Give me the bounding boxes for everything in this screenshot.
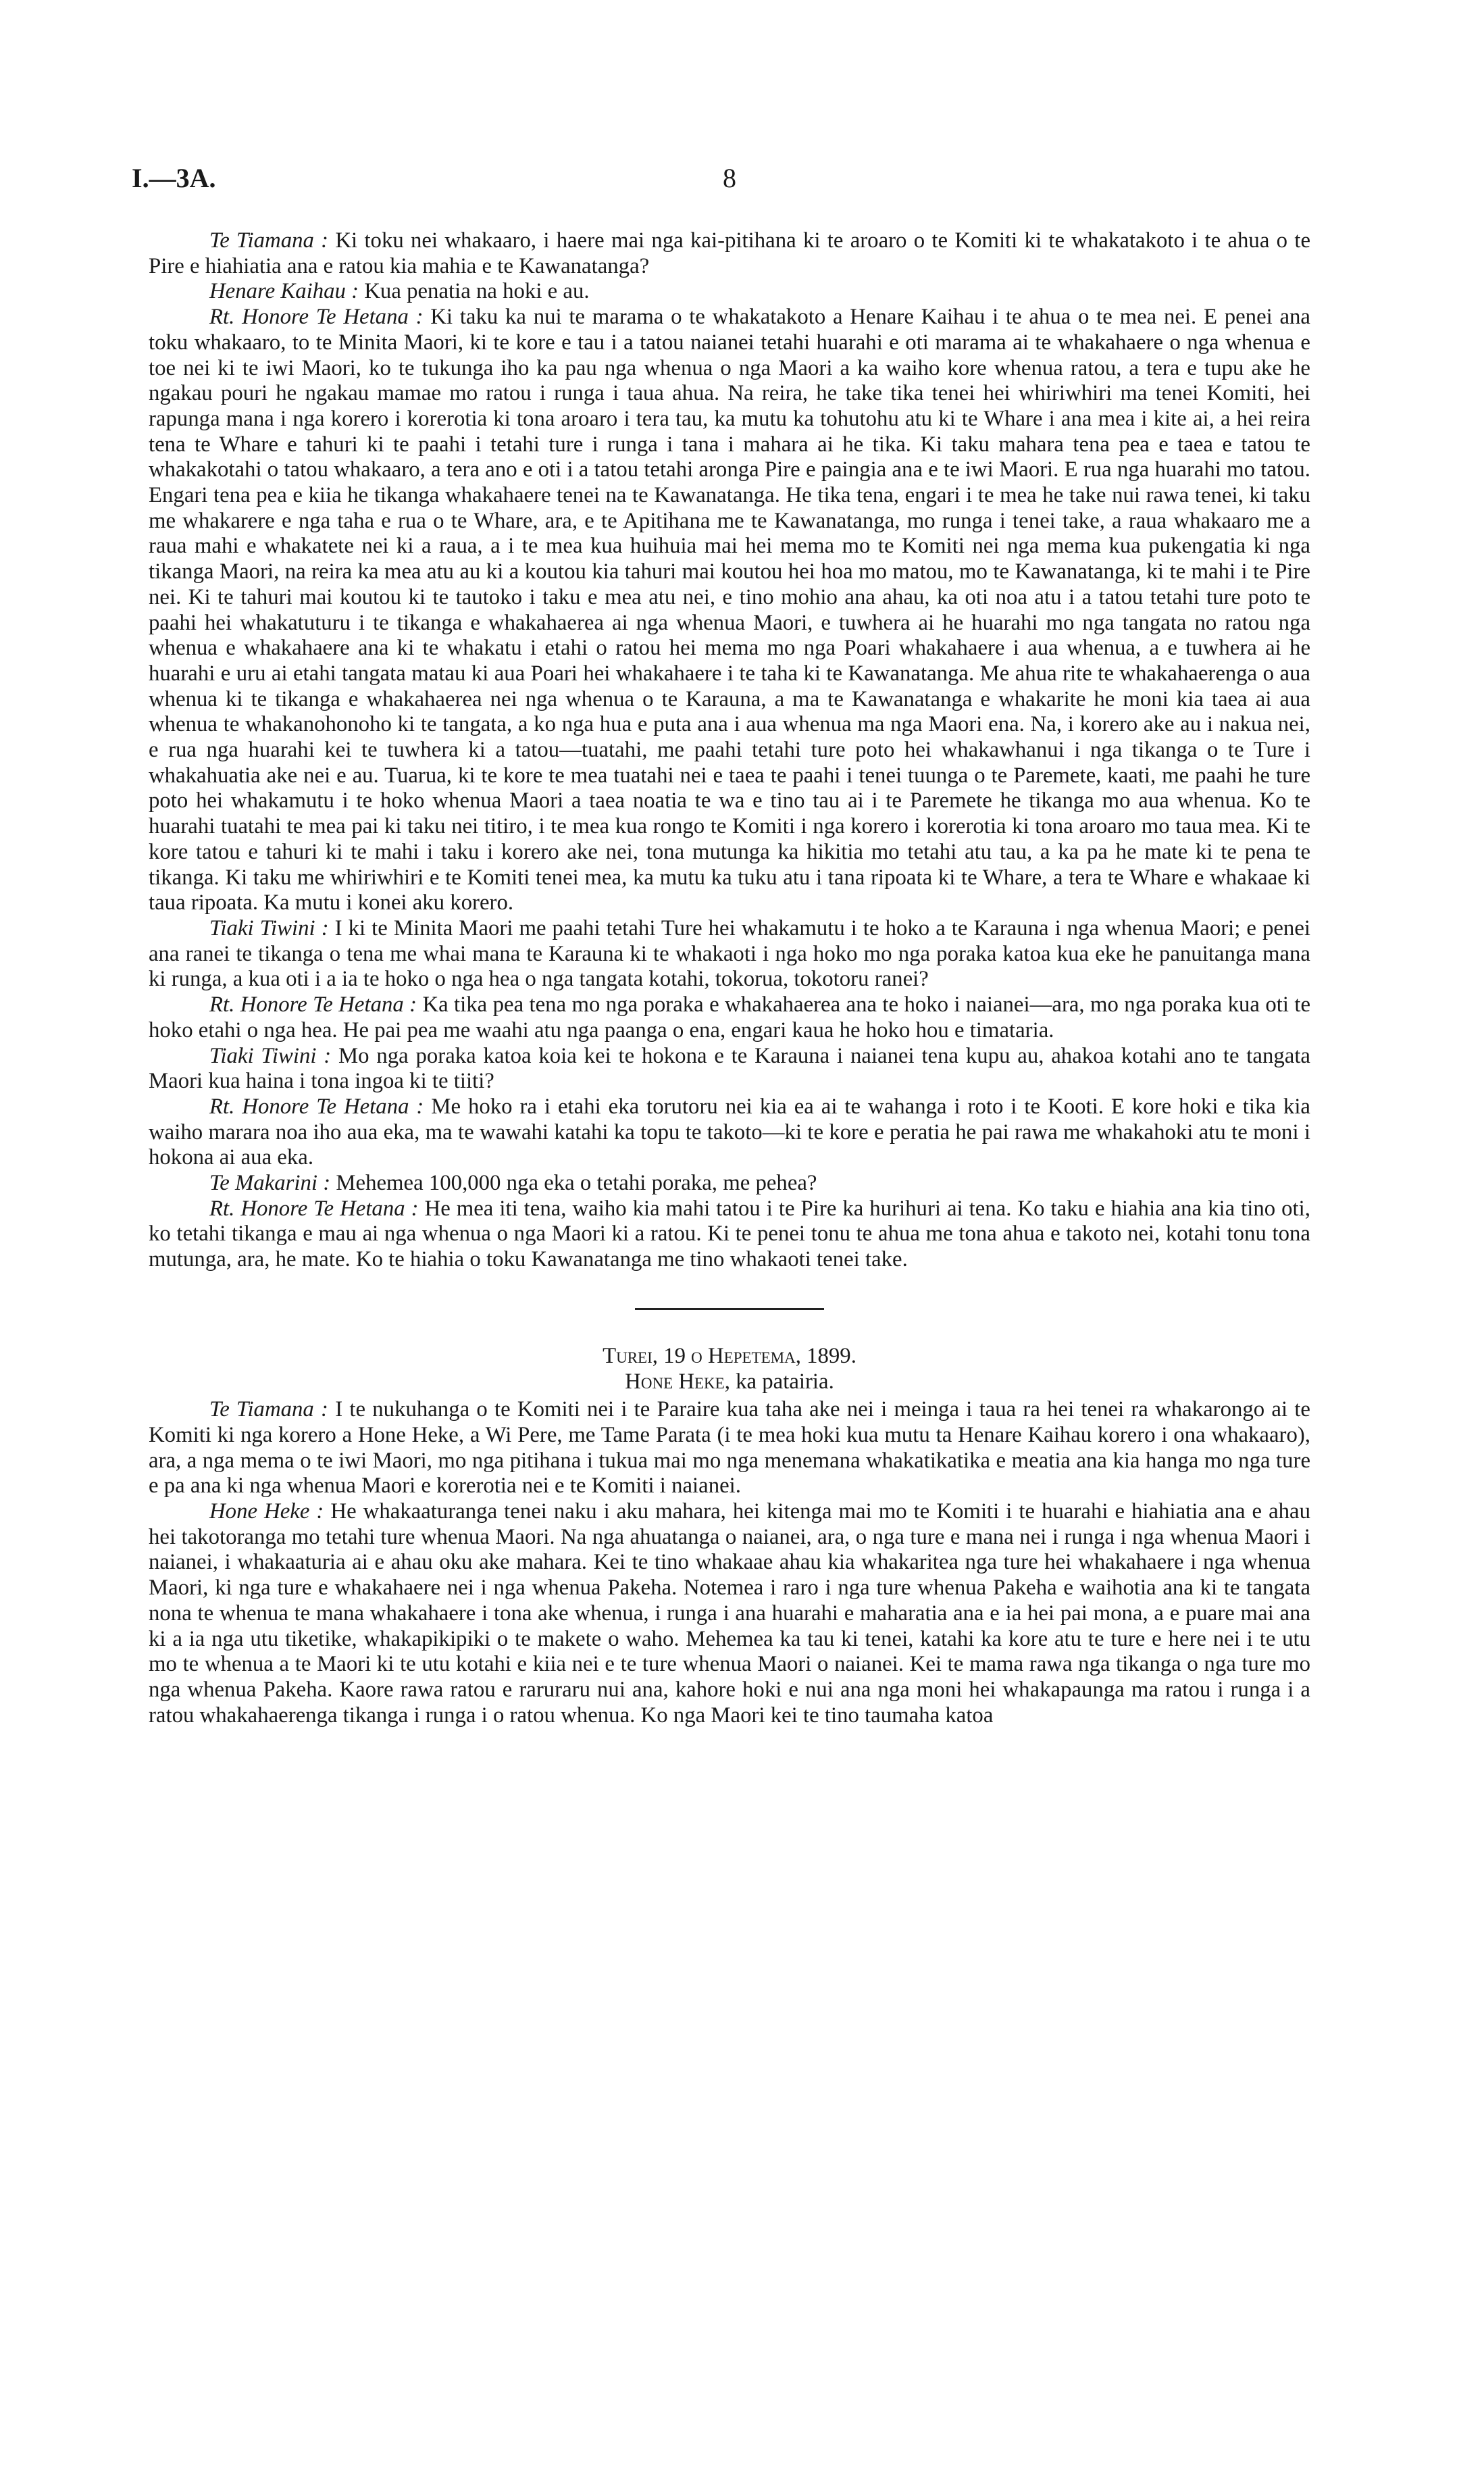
speaker-name: Te Tiamana : — [209, 228, 329, 253]
speaker-name: Hone Heke : — [209, 1499, 324, 1524]
section-divider — [635, 1308, 824, 1310]
paper-reference: I.—3A. — [132, 163, 216, 193]
paragraph — [149, 305, 1310, 916]
speaker-name: Rt. Honore Te Hetana : — [209, 305, 424, 330]
speaker-name: Henare Kaihau : — [209, 279, 359, 304]
speech-text: Mo nga poraka katoa koia kei te hokona e te Karauna i naianei tena kupu au, ahakoa kotahi ano te tangata Maori kua haina i tona ingoa ki te tiiti? — [149, 1043, 1310, 1094]
paragraph — [149, 228, 1310, 279]
speaker-name: Te Tiamana : — [209, 1397, 328, 1422]
paragraph — [149, 1094, 1310, 1171]
speaker-name: Rt. Honore Te Hetana : — [209, 1196, 419, 1221]
speaker-name: Rt. Honore Te Hetana : — [209, 1094, 424, 1119]
paragraph — [149, 1171, 1310, 1197]
document-body — [149, 228, 1310, 1728]
witness-name: Hone Heke — [625, 1369, 725, 1394]
minutes-part-one — [149, 228, 1310, 1273]
speech-text: I te nukuhanga o te Komiti nei i te Paraire kua taha ake nei i meinga i taua ra hei tenei ra whakarongo ai te Komiti ki nga korero a Hone Heke, a Wi Pere, me Tame Parata (i te mea hoki kua mutu ta Henare Kaihau korero i ona whakaaro), ara, a nga mema o te iwi Maori, mo nga pitihana i tukua mai mo nga menemana whakatikatika e meatia ana kia hanga mo nga ture e pa ana ki nga whenua Maori e korerotia nei e te Komiti i naianei. — [149, 1397, 1310, 1499]
speech-text: I ki te Minita Maori me paahi tetahi Ture hei whakamutu i te hoko a te Karauna i nga whenua Maori; e penei ana ranei te tikanga o tena me whai mana te Karauna ki te whakaoti i nga hoko mo nga poraka katoa kua eke he panuitanga mana ki runga, a kua oti i a ia te hoko o nga hea o nga tangata kotahi, tokorua, tokotoru ranei? — [149, 915, 1310, 992]
speech-text: He mea iti tena, waiho kia mahi tatou i te Pire ka hurihuri ai tena. Ko taku e hiahia ana kia tino oti, ko tetahi tikanga e mau ai nga whenua o nga Maori ki a ratou. Ki te penei tonu te ahua me tona ahua e takoto nei, kotahi tonu tona mutunga, ara, he mate. Ko te hiahia o toku Kawanatanga me tino whakaoti tenei take. — [149, 1196, 1310, 1272]
speech-text: Mehemea 100,000 nga eka o tetahi poraka, me pehea? — [330, 1171, 817, 1196]
section-date: Turei, 19 o Hepetema, 1899. — [603, 1343, 856, 1368]
paragraph — [149, 1397, 1310, 1499]
speech-text: Ki taku ka nui te marama o te whakatakoto a Henare Kaihau i te ahua o te mea nei. E penei ana toku whakaaro, to te Minita Maori, ki te kore e tau i a tatou naianei tetahi huarahi e oti marama ai te whakahaere o nga whenua e toe nei ki te iwi Maori, ko te tukunga iho ka pau nga whenua o nga Maori a ka waiho kore whenua ratou, a tera e tupu ake he ngakau pouri he ngakau mamae mo ratou i runga i taua ahua. Na reira, he take tika tenei hei whiriwhiri ma tenei Komiti, hei rapunga mana i nga korero i korerotia ki tona aroaro i tera tau, ka mutu ka tohutohu atu ki te Whare i ana mea i kite ai, a hei reira tena te Whare e tahuri ki te paahi i tetahi ture i runga i tana i mahara ai he tika. Ki taku mahara tena pea e taea e tatou te whakakotahi o tatou whakaaro, a tera ano e oti i a tatou tetahi aronga Pire e paingia ana e te iwi Maori. E rua nga huarahi mo tatou. Engari tena pea e kiia he tikanga whakahaere tenei na te Kawanatanga. He tika tena, engari i te mea he take nui rawa tenei, ki taku me whakarere e nga taha e rua o te Whare, ara, e te Apitihana me te Kawanatanga, mo runga i tenei take, a raua whakaaro me a raua mahi e whakatete nei ki a raua, a i te mea kua huihuia mai hei mema mo te Komiti nei nga mema kua pukengatia ki nga tikanga Maori, na reira ka mea atu au ki a koutou kia tahuri mai koutou hei hoa mo matou, mo te Kawanatanga, ki te mahi i te Pire nei. Ki te tahuri mai koutou ki te tautoko i taku e mea atu nei, e tino mohio ana ahau, ka oti noa atu i a tatou tetahi ture poto te paahi hei whakatuturu i te tikanga e whakahaerea ai nga whenua Maori, e tuwhera ai he huarahi mo nga tangata no ratou nga whenua e whakahaere ana ki te whakatu i etahi o ratou hei mema mo nga Poari whakahaere i aua whenua, a e tuwhera ai he huarahi e uru ai etahi tangata matau ki aua Poari hei whakahaere i te taha ki te Kawanatanga. Me ahua rite te whakahaerenga o aua whenua ki te tikanga e whakahaerea nei nga whenua o te Karauna, a ma te Kawanatanga e whakarite he moni kia taea ai aua whenua te whakanohonoho ki te tangata, a ko nga hua e puta ana i aua whenua ma nga Maori ena. Na, i korero ake au i nakua nei, e rua nga huarahi kei te tuwhera ki a tatou—tuatahi, me paahi tetahi ture poto hei whakawhanui i nga tikanga o te Ture i whakahuatia ake nei e au. Tuarua, ki te kore te mea tuatahi nei e taea te paahi i tenei tuunga o te Paremete, kaati, me paahi he ture poto hei whakamutu i te hoko whenua Maori a taea noatia te wa e tino tau ai i te Paremete he tikanga mo aua whenua. Ko te huarahi tuatahi te mea pai ki taku nei titiro, i te mea kua rongo te Komiti i nga korero i korerotia ki tona aroaro mo taua mea. Ki te kore tatou e tahuri ki te mahi i taku i korero ake nei, tona mutunga ka hikitia mo tetahi atu tau, a ka pa he mate ki te pena te tikanga. Ki taku me whiriwhiri e te Komiti tenei mea, ka mutu ka tuku atu i tana ripoata ki te Whare, a tera te Whare e whakaae ki taua ripoata. Ka mutu i konei aku korero. — [149, 305, 1310, 915]
page-header — [132, 162, 1314, 203]
paragraph — [149, 279, 1310, 305]
paragraph — [149, 916, 1310, 992]
speaker-name: Rt. Honore Te Hetana : — [209, 992, 417, 1017]
paragraph — [149, 1197, 1310, 1273]
page-number: 8 — [723, 163, 736, 193]
speech-text: Kua penatia na hoki e au. — [359, 279, 590, 304]
paragraph — [149, 1499, 1310, 1728]
speech-text: Me hoko ra i etahi eka torutoru nei kia ea ai te wahanga i roto i te Kooti. E kore hoki e tika kia waiho marara noa iho aua eka, ma te wawahi katahi ka topu te takoto—ki te kore e peratia he pai rawa me whakahoki atu te moni i hokona ai aua eka. — [149, 1094, 1310, 1170]
speech-text: Ki toku nei whakaaro, i haere mai nga kai-pitihana ki te aroaro o te Komiti ki te whakatakoto i te ahua o te Pire e hiahiatia ana e ratou kia mahia e te Kawanatanga? — [149, 228, 1310, 278]
speaker-name: Tiaki Tiwini : — [209, 915, 329, 940]
paragraph — [149, 1044, 1310, 1094]
speaker-name: Te Makarini : — [209, 1171, 331, 1196]
speech-text: He whakaaturanga tenei naku i aku mahara, hei kitenga mai mo te Komiti i te huarahi e hiahiatia ana e ahau hei takotoranga mo tetahi ture whenua Maori. Na nga ahuatanga o naianei, ara, o nga ture e mana nei i runga i nga whenua Maori i naianei, i whakaaturia ai e ahau oku ake mahara. Kei te tino whakaae ahau kia whakaritea nga ture hei whakahaere i nga whenua Maori, ki nga ture e whakahaere nei i nga whenua Pakeha. Notemea i raro i nga ture whenua Pakeha e waihotia ana ki te tangata nona te whenua te mana whakahaere i tona ake whenua, i runga i ana huarahi e maharatia ana e ia hei pai mona, a e puare mai ana ki a ia nga utu tiketike, whakapikipiki o te makete o waho. Mehemea ka tau ki tenei, katahi ka kore atu te ture e here nei i te utu mo te whenua a te Maori ki te utu kotahi e kiia nei e te ture whenua Maori o naianei. Kei te mama rawa nga tikanga o nga ture mo nga whenua Pakeha. Kaore rawa ratou e raruraru nui ana, kahore hoki e nui ana nga moni hei whakapaunga ma ratou i runga i a ratou whakahaerenga tikanga i runga i o ratou whenua. Ko nga Maori kei te tino taumaha katoa — [149, 1499, 1311, 1728]
section-subhead: Hone Heke, ka patairia. — [625, 1369, 834, 1394]
minutes-part-two — [149, 1397, 1310, 1728]
speaker-name: Tiaki Tiwini : — [209, 1043, 332, 1068]
paragraph — [149, 992, 1310, 1043]
speech-text: Ka tika pea tena mo nga poraka e whakahaerea ana te hoko i naianei—ara, mo nga poraka kua oti te hoko etahi o nga hea. He pai pea me waahi atu nga paanga o ena, engari kaua he hoko hou e timataria. — [149, 992, 1310, 1042]
